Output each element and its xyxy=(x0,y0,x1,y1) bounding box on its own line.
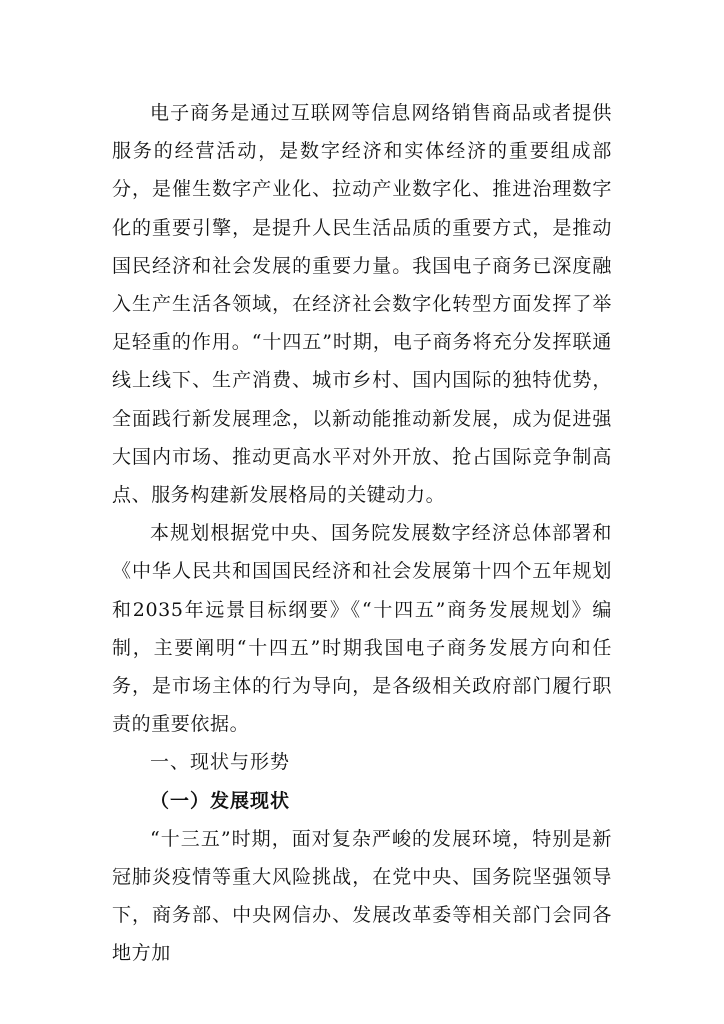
subsection-heading: （一）发展现状 xyxy=(150,789,291,812)
section-heading: 一、现状与形势 xyxy=(150,751,291,774)
body-paragraph-basis: 本规划根据党中央、国务院发展数字经济总体部署和《中华人民共和国国民经济和社会发展第十四个五年规划和2035年远景目标纲要》《“十四五”商务发展规划》编制，主要阐明“十四五”时期我国电子商务发展方向和任务，是市场主体的行为导向，是各级相关政府部门履行职责的重要依据。 xyxy=(112,522,612,736)
body-paragraph-intro: 电子商务是通过互联网等信息网络销售商品或者提供服务的经营活动，是数字经济和实体经济的重要组成部分，是催生数字产业化、拉动产业数字化、推进治理数字化的重要引擎，是提升人民生活品质的重要方式，是推动国民经济和社会发展的重要力量。我国电子商务已深度融入生产生活各领域，在经济社会数字化转型方面发挥了举足轻重的作用。“十四五”时期，电子商务将充分发挥联通线上线下、生产消费、城市乡村、国内国际的独特优势，全面践行新发展理念，以新动能推动新发展，成为促进强大国内市场、推动更高水平对外开放、抢占国际竞争制高点、服务构建新发展格局的关键动力。 xyxy=(112,102,612,507)
document-body xyxy=(112,94,612,973)
body-paragraph-status: “十三五”时期，面对复杂严峻的发展环境，特别是新冠肺炎疫情等重大风险挑战，在党中央、国务院坚强领导下，商务部、中央网信办、发展改革委等相关部门会同各地方加 xyxy=(112,827,612,965)
